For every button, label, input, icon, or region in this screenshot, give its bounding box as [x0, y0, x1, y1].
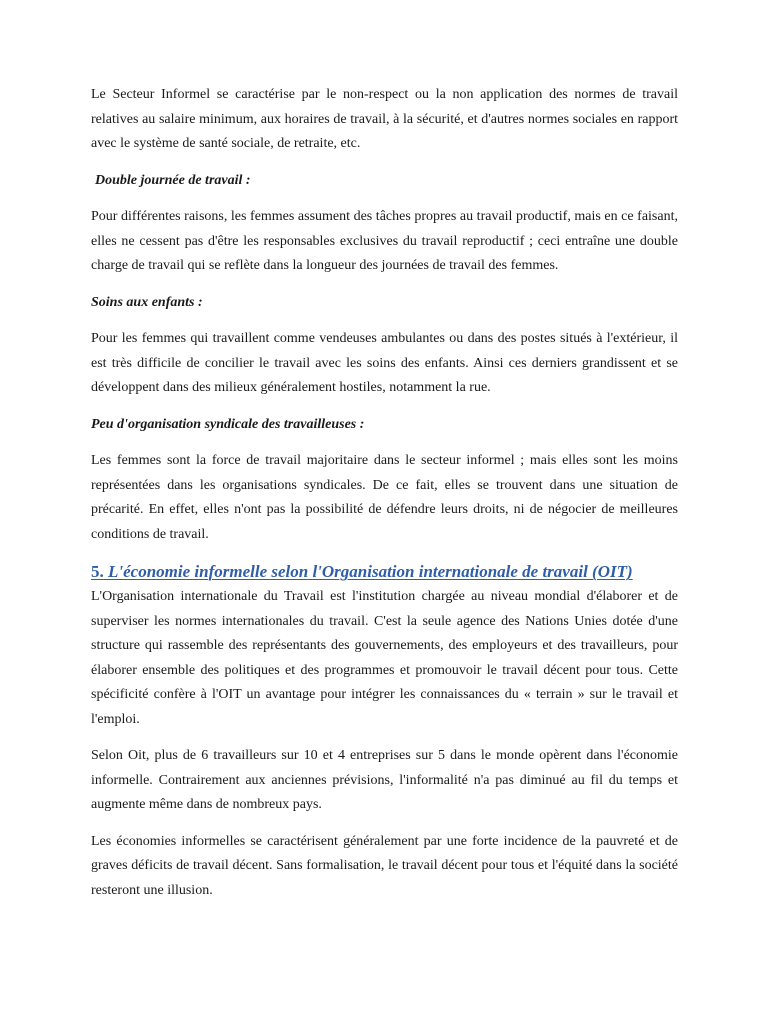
- heading-double-journee: Double journée de travail :: [95, 172, 251, 188]
- paragraph-oit-2: Selon Oit, plus de 6 travailleurs sur 10 et 4 entreprises sur 5 dans le monde opèrent dans l'économie informelle. Contrairement aux anciennes prévisions, l'informalité n'a pas diminué au fil du temps et augmente même dans de nombreux pays.: [91, 748, 678, 812]
- section-5-title: [91, 559, 678, 585]
- intro-paragraph: Le Secteur Informel se caractérise par le non-respect ou la non application des normes de travail relatives au salaire minimum, aux horaires de travail, à la sécurité, et d'autres normes sociales en rapport avec le système de santé sociale, de retraite, etc.: [91, 87, 678, 151]
- paragraph-soins-enfants: Pour les femmes qui travaillent comme vendeuses ambulantes ou dans des postes situés à l'extérieur, il est très difficile de concilier le travail avec les soins des enfants. Ainsi ces derniers grandissent et se développent dans des milieux généralement hostiles, notamment la rue.: [91, 331, 678, 395]
- heading-organisation-syndicale: Peu d'organisation syndicale des travailleuses :: [91, 416, 365, 432]
- paragraph-oit-1: L'Organisation internationale du Travail est l'institution chargée au niveau mondial d'élaborer et de superviser les normes internationales du travail. C'est la seule agence des Nations Unies dotée d'une structure qui rassemble des représentants des gouvernements, des employeurs et des travailleurs, pour élaborer ensemble des politiques et des programmes et promouvoir le travail décent pour tous. Cette spécificité confère à l'OIT un avantage pour intégrer les connaissances du « terrain » sur le travail et l'emploi.: [91, 589, 678, 727]
- section-5-number: 5.: [91, 562, 104, 581]
- paragraph-double-journee: Pour différentes raisons, les femmes assument des tâches propres au travail productif, mais en ce faisant, elles ne cessent pas d'être les responsables exclusives du travail reproductif ; ceci entraîne une double charge de travail qui se reflète dans la longueur des journées de travail des femmes.: [91, 209, 678, 273]
- paragraph-oit-3: Les économies informelles se caractérisent généralement par une forte incidence de la pauvreté et de graves déficits de travail décent. Sans formalisation, le travail décent pour tous et l'équité dans la société resteront une illusion.: [91, 833, 678, 898]
- heading-soins-enfants: Soins aux enfants :: [91, 294, 203, 310]
- paragraph-organisation-syndicale: Les femmes sont la force de travail majoritaire dans le secteur informel ; mais elles sont les moins représentées dans les organisations syndicales. De ce fait, elles se trouvent dans une situation de précarité. En effet, elles n'ont pas la possibilité de défendre leurs droits, ni de négocier de meilleures conditions de travail.: [91, 453, 678, 542]
- section-5-title-text: L'économie informelle selon l'Organisation internationale de travail (OIT): [108, 562, 633, 581]
